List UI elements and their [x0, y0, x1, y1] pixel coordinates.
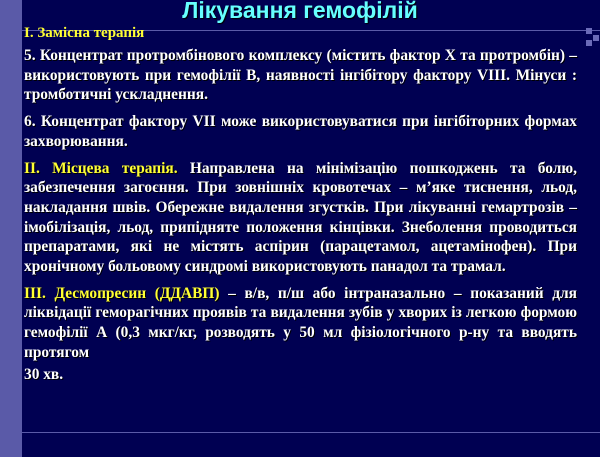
paragraph-6: 6. Концентрат фактору VII може використовуватися при інгібіторних формах захворювання.	[24, 113, 577, 150]
section-2-text: Направлена на мінімізацію пошкоджень та болю, забезпечення загоєння. При зовнішніх кровотечах – м’яке тиснення, льод, накладання швів. Обережне видалення згустків. При лікуванні гемартрозів – імобілізація, льод, припідняте положення кінцівки. Знеболення проводиться препаратами, які не містять аспірин (парацетамол, ацетамінофен). При хронічному больовому синдромі використовують панадол та трамал.	[24, 159, 578, 276]
bottom-divider-line	[0, 432, 600, 433]
corner-square-decoration	[586, 28, 600, 46]
section-3-text: – в/в, п/ш або інтраназально – показаний для ліквідації геморагічних проявів та видалення зубів у хворих із легкою формою гемофілії А (0,3 мкг/кг, розводять у 50 мл фізіологічного р-ну та вводять протягом	[24, 284, 577, 361]
paragraph-5: 5. Концентрат протромбінового комплексу (містить фактор Х та протромбін) – використовують при гемофілії В, наявності інгібітору фактору VIII. Мінуси : тромботичні ускладнення.	[24, 47, 577, 104]
slide-title: Лікування гемофілій	[182, 0, 418, 23]
decorative-square-pattern	[0, 0, 22, 457]
section-1-label: I. Замісна терапія	[24, 25, 145, 41]
section-2-label: II. Місцева терапія.	[24, 159, 178, 177]
section-3-paragraph	[24, 284, 577, 363]
section-3-label: III. Десмопресин (ДДАВП)	[24, 284, 220, 302]
section-2-paragraph	[24, 159, 577, 277]
slide-body	[24, 46, 577, 391]
section-3-last-line: 30 хв.	[24, 365, 64, 383]
